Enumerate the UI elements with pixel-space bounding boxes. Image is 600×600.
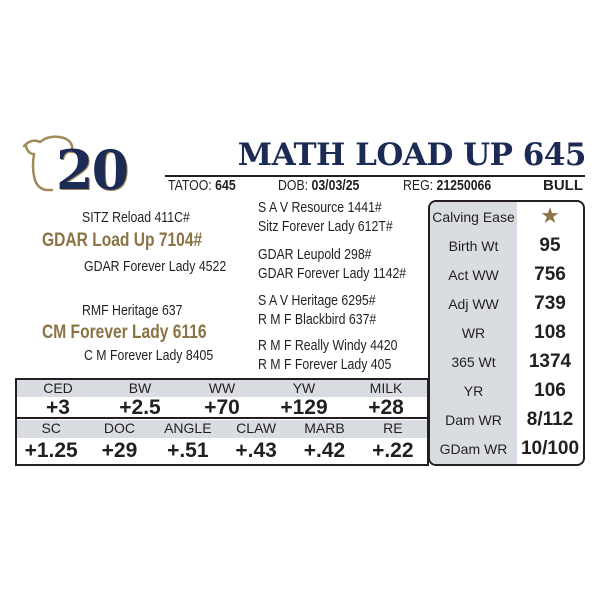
stat-wr [430, 318, 583, 347]
stat-yr [430, 377, 583, 406]
dam-sire: RMF Heritage 637 [82, 302, 183, 319]
stat-gdam-wr [430, 435, 583, 464]
stat-value: 108 [534, 321, 566, 343]
registration: REG: 21250066 [403, 177, 492, 194]
tattoo: TATOO: 645 [168, 177, 236, 194]
stat-birth-wt [430, 231, 583, 260]
dob: DOB: 03/03/25 [278, 177, 360, 194]
epd-value: +3 [46, 396, 70, 419]
stat-value: 8/112 [526, 409, 574, 431]
epd-label: CLAW [236, 420, 277, 436]
dam-dam: C M Forever Lady 8405 [84, 347, 214, 364]
stat-label: YR [430, 377, 517, 406]
dd-sire: R M F Really Windy 4420 [258, 337, 398, 354]
ds-dam: R M F Blackbird 637# [258, 311, 377, 328]
epd-label: YW [292, 380, 316, 396]
performance-stats [428, 200, 585, 466]
sire-sire: SITZ Reload 411C# [82, 209, 190, 226]
epd-value: +.42 [303, 439, 346, 462]
lot-number: 20 [56, 138, 128, 202]
stat-label: Dam WR [430, 406, 517, 435]
ss-dam: Sitz Forever Lady 612T# [258, 218, 393, 235]
stat-label: Calving Ease [430, 202, 517, 231]
sire-dam: GDAR Forever Lady 4522 [84, 258, 227, 275]
dd-dam: R M F Forever Lady 405 [258, 356, 392, 373]
sd-dam: GDAR Forever Lady 1142# [258, 265, 407, 282]
stat-value: 95 [539, 234, 561, 256]
epd-label: CED [43, 380, 73, 396]
epd-label: RE [383, 420, 403, 436]
stat-value: 106 [534, 380, 566, 402]
epd-value: +70 [204, 396, 240, 419]
stat-label: 365 Wt [430, 348, 517, 377]
epd-value: +.43 [235, 439, 277, 462]
ss-sire: S A V Resource 1441# [258, 199, 382, 216]
epd-value: +129 [280, 396, 328, 419]
epd-value: +2.5 [119, 396, 161, 419]
stat-label: GDam WR [430, 435, 517, 464]
epd-label: MILK [369, 380, 403, 396]
stat-label: Act WW [430, 260, 517, 289]
stat-value: 1374 [528, 351, 572, 373]
stat-calving-ease [430, 202, 583, 231]
animal-name: MATH LOAD UP 645 [237, 137, 586, 173]
stat-value: 10/100 [520, 438, 580, 460]
epd-label: WW [208, 380, 236, 396]
dam: CM Forever Lady 6116 [42, 322, 207, 343]
stat-value: 756 [534, 263, 566, 285]
sex: BULL [543, 177, 583, 194]
star-icon: ★ [541, 206, 559, 228]
sire: GDAR Load Up 7104# [42, 230, 203, 251]
epd-label: SC [41, 420, 61, 436]
epd-header-row-2 [17, 420, 427, 438]
epd-value-row-1 [17, 396, 427, 419]
epd-label: ANGLE [164, 420, 212, 436]
stat-label: Adj WW [430, 289, 517, 318]
epd-value: +.51 [167, 439, 209, 462]
epd-value: +.22 [372, 439, 414, 462]
stat-dam-wr [430, 406, 583, 435]
epd-value: +29 [101, 439, 138, 462]
sd-sire: GDAR Leupold 298# [258, 246, 372, 263]
stat-adj-ww [430, 289, 583, 318]
epd-value: +1.25 [24, 439, 78, 462]
stat-act-ww [430, 260, 583, 289]
epd-header-row-1 [17, 380, 427, 397]
stat-label: WR [430, 318, 517, 347]
epd-value-row-2 [17, 439, 427, 464]
epd-label: DOC [103, 420, 136, 436]
epd-label: BW [128, 380, 152, 396]
stat-label: Birth Wt [430, 231, 517, 260]
epd-table [15, 378, 429, 466]
ds-sire: S A V Heritage 6295# [258, 292, 376, 309]
stat-value: 739 [534, 292, 566, 314]
epd-label: MARB [304, 420, 345, 436]
epd-value: +28 [368, 396, 404, 419]
stat-365-wt [430, 348, 583, 377]
